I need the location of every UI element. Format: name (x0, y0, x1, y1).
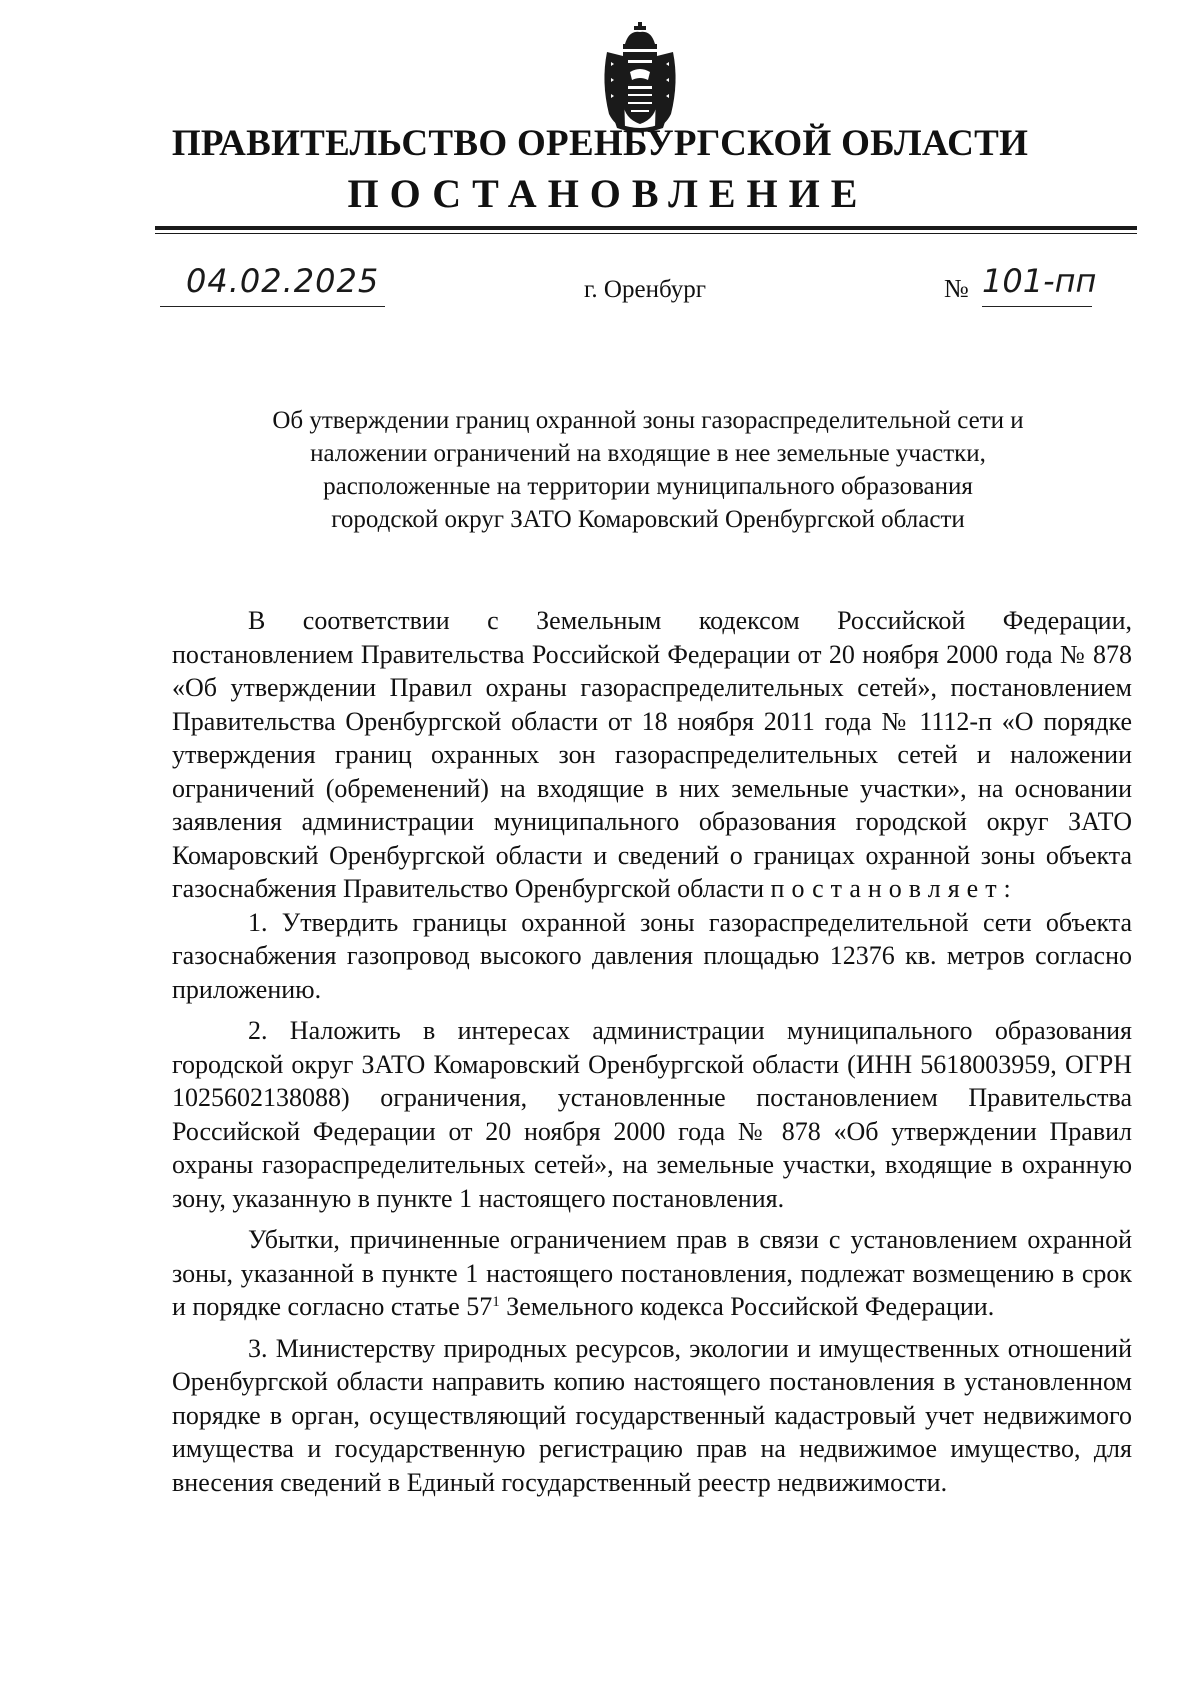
item-2-paragraph: 2. Наложить в интересах администрации муниципального образования городской округ ЗАТО Комаровский Оренбургской области (ИНН 5618003959, ОГРН 1025602138088) ограничения, установленные постановлением Правительства Российской Федерации от 20 ноября 2000 года № 878 «Об утверждении Правил охраны газораспределительных сетей», на земельные участки, входящие в охранную зону, указанную в пункте 1 настоящего постановления. (172, 1016, 1132, 1213)
item-3-paragraph: 3. Министерству природных ресурсов, экологии и имущественных отношений Оренбургской области направить копию настоящего постановления в установленном порядке в орган, осуществляющий государственный кадастровый учет недвижимого имущества и государственную регистрацию прав на недвижимое имущество, для внесения сведений в Единый государственный реестр недвижимости. (172, 1333, 1132, 1497)
decree-word: постановляет: (770, 874, 1018, 903)
subject-line: наложении ограничений на входящие в нее земельные участки, (310, 440, 986, 467)
government-title: ПРАВИТЕЛЬСТВО ОРЕНБУРГСКОЙ ОБЛАСТИ (171, 123, 1029, 164)
preamble-paragraph (172, 604, 1132, 906)
losses-paragraph (172, 1223, 1132, 1324)
article-superscript: 1 (492, 1294, 500, 1310)
document-kind: ПОСТАНОВЛЕНИЕ (347, 171, 869, 216)
document-place: г. Оренбург (584, 276, 706, 303)
header-rule-thin (155, 233, 1137, 234)
document-subject (160, 404, 1136, 536)
header-rule-thick (155, 226, 1137, 230)
preamble-text: В соответствии с Земельным кодексом Российской Федерации, постановлением Правительства Российской Федерации от 20 ноября 2000 года № 878 «Об утверждении Правил охраны газораспределительных сетей», постановлением Правительства Оренбургской области от 18 ноября 2011 года № 1112-п «О порядке утверждения границ охранных зон газораспределительных сетей и наложении ограничений (обременений) на входящие в них земельные участки», на основании заявления администрации муниципального образования городской округ ЗАТО Комаровский Оренбургской области и сведений о границах охранной зоны объекта газоснабжения Правительство Оренбургской области (172, 606, 1132, 903)
coat-of-arms-icon (601, 22, 679, 132)
item-1-paragraph: 1. Утвердить границы охранной зоны газораспределительной сети объекта газоснабжения газопровод высокого давления площадью 12376 кв. метров согласно приложению. (172, 907, 1132, 1004)
losses-text-end: Земельного кодекса Российской Федерации. (499, 1292, 995, 1321)
document-number: 101-пп (982, 262, 1097, 300)
subject-line: Об утверждении границ охранной зоны газораспределительной сети и (272, 407, 1024, 434)
number-underline (982, 306, 1092, 307)
date-underline (160, 306, 385, 307)
number-label: № (944, 274, 969, 303)
subject-line: расположенные на территории муниципального образования (323, 473, 973, 500)
subject-line: городской округ ЗАТО Комаровский Оренбургской области (331, 506, 965, 533)
document-date: 04.02.2025 (186, 262, 380, 300)
losses-text: Убытки, причиненные ограничением прав в связи с установлением охранной зоны, указанной в пункте 1 настоящего постановления, подлежат возмещению в срок и порядке согласно статье 57 (172, 1225, 1132, 1321)
document-body (172, 604, 1132, 1499)
